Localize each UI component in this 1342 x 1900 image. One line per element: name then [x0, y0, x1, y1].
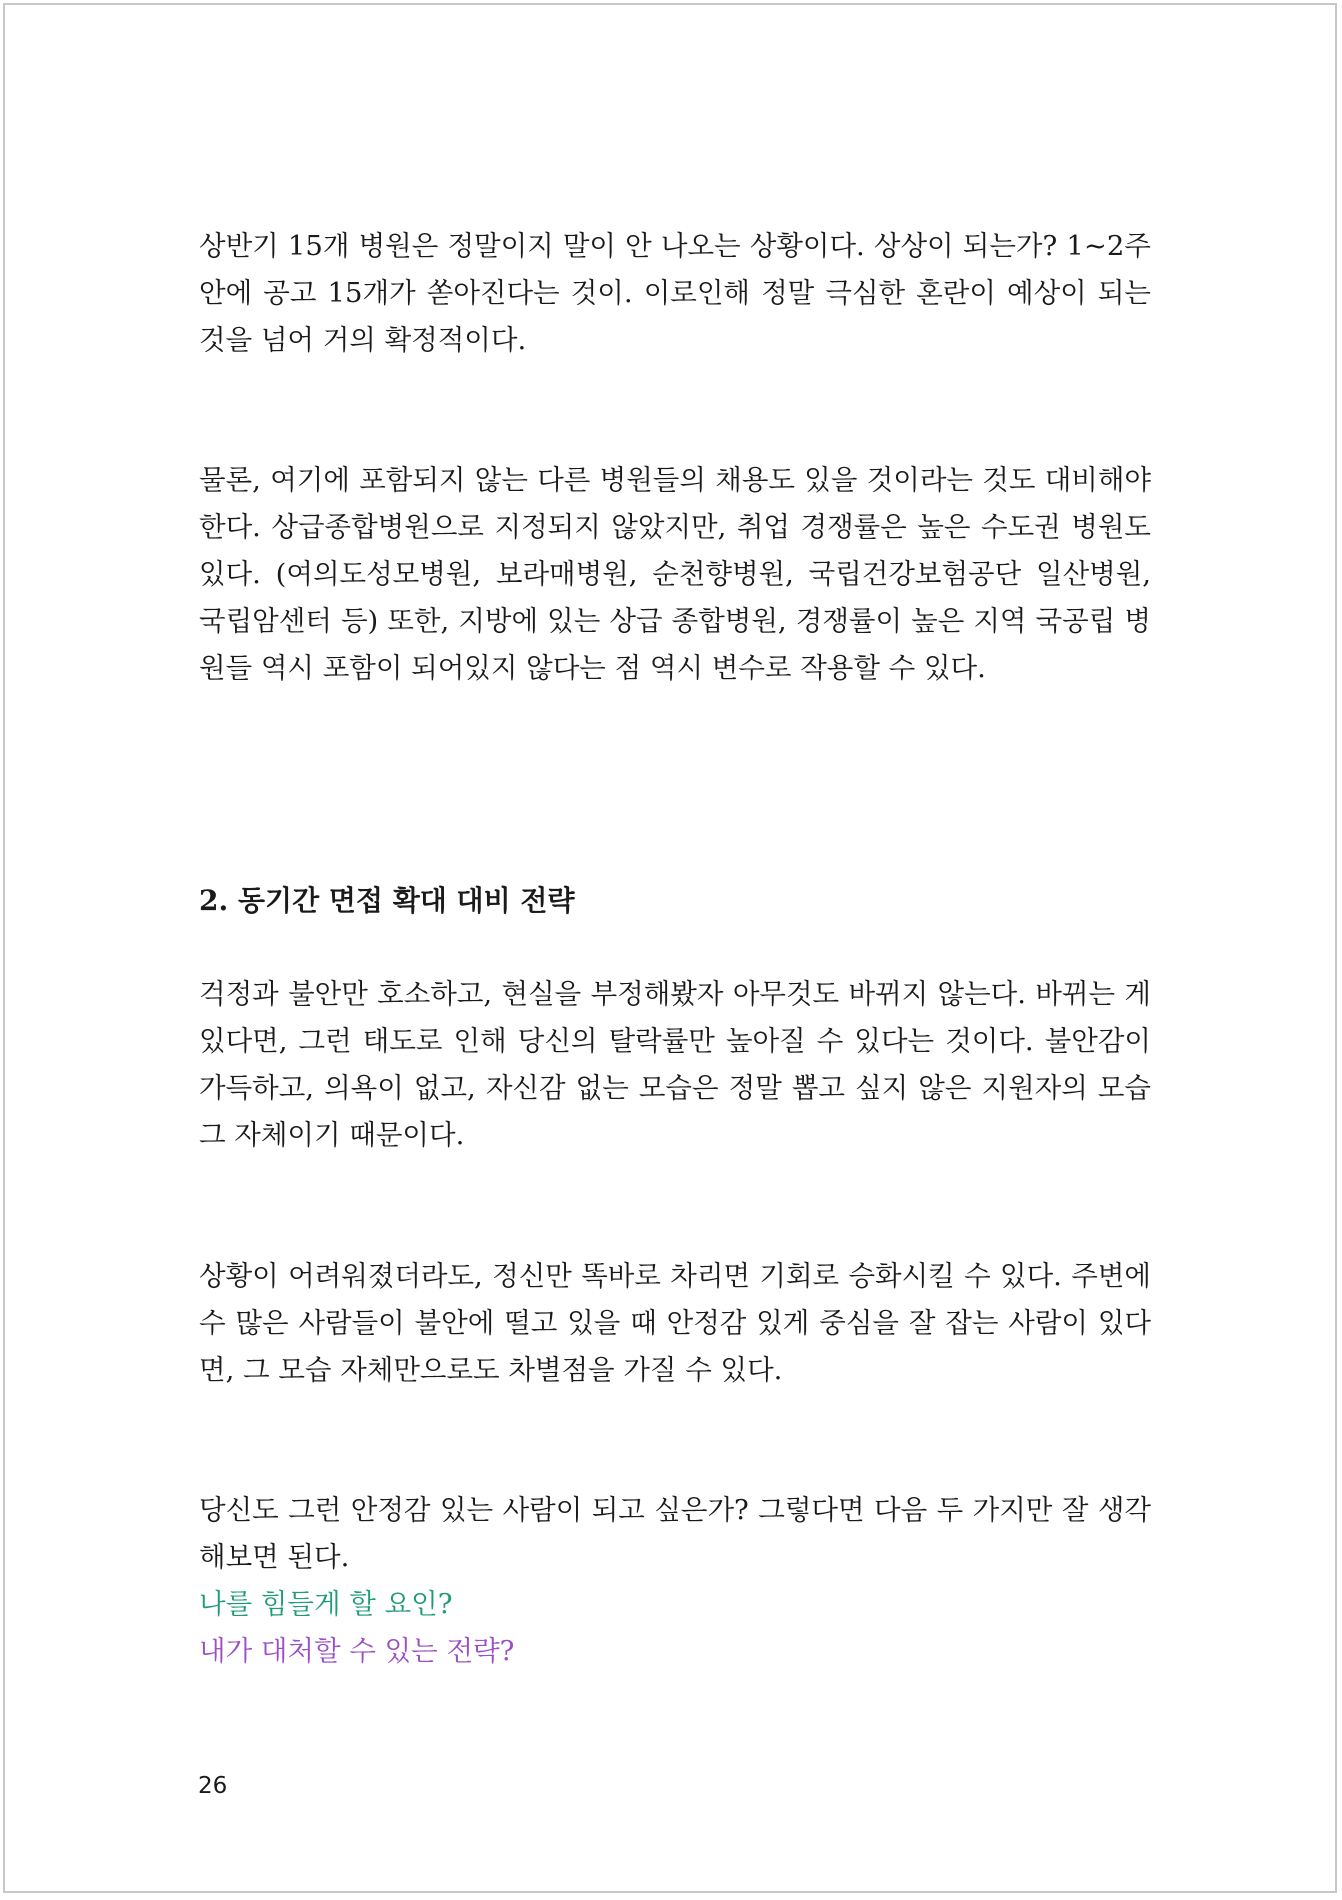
paragraph-1: 상반기 15개 병원은 정말이지 말이 안 나오는 상황이다. 상상이 되는가? 1~2주 안에 공고 15개가 쏟아진다는 것이. 이로인해 정말 극심한 혼란이 예상이 되는 것을 넘어 거의 확정적이다. [199, 230, 1151, 356]
question-obstacles: 나를 힘들게 할 요인? [199, 1588, 453, 1620]
paragraph-5: 당신도 그런 안정감 있는 사람이 되고 싶은가? 그렇다면 다음 두 가지만 잘 생각해보면 된다. [199, 1494, 1151, 1573]
paragraph-4: 상황이 어려워졌더라도, 정신만 똑바로 차리면 기회로 승화시킬 수 있다. 주변에 수 많은 사람들이 불안에 떨고 있을 때 안정감 있게 중심을 잘 잡는 사람이 있다면, 그 모습 자체만으로도 차별점을 가질 수 있다. [199, 1260, 1151, 1386]
paragraph-2: 물론, 여기에 포함되지 않는 다른 병원들의 채용도 있을 것이라는 것도 대비해야 한다. 상급종합병원으로 지정되지 않았지만, 취업 경쟁률은 높은 수도권 병원도 있다. (여의도성모병원, 보라매병원, 순천향병원, 국립건강보험공단 일산병원, 국립암센터 등) 또한, 지방에 있는 상급 종합병원, 경쟁률이 높은 지역 국공립 병원들 역시 포함이 되어있지 않다는 점 역시 변수로 작용할 수 있다. [199, 464, 1151, 684]
paragraph-3: 걱정과 불안만 호소하고, 현실을 부정해봤자 아무것도 바뀌지 않는다. 바뀌는 게 있다면, 그런 태도로 인해 당신의 탈락률만 높아질 수 있다는 것이다. 불안감이 가득하고, 의욕이 없고, 자신감 없는 모습은 정말 뽑고 싶지 않은 지원자의 모습 그 자체이기 때문이다. [199, 978, 1151, 1151]
page-number: 26 [198, 1773, 228, 1799]
question-strategies: 내가 대처할 수 있는 전략? [199, 1635, 515, 1667]
section-heading: 2. 동기간 면접 확대 대비 전략 [199, 884, 575, 917]
page [3, 3, 1337, 1893]
